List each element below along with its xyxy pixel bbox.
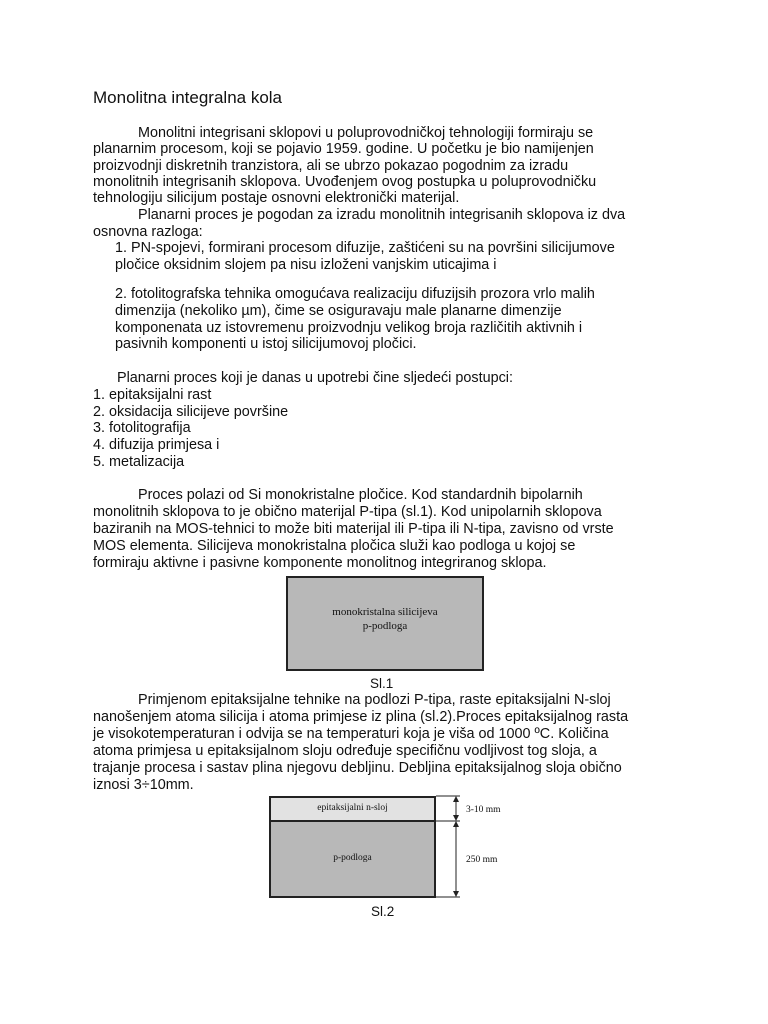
reason-2-line-1: 2. fotolitografska tehnika omogućava realizaciju difuzijsih prozora vrlo malih — [115, 286, 595, 302]
paragraph-4-line-5: formiraju aktivne i pasivne komponente monolitnog integriranog sklopa. — [93, 555, 547, 571]
paragraph-4-line-4: MOS elementa. Silicijeva monokristalna pločica služi kao podloga u kojoj se — [93, 538, 576, 554]
step-item-3: 3. fotolitografija — [93, 420, 191, 436]
step-item-4: 4. difuzija primjesa i — [93, 437, 220, 453]
reason-1-line-1: 1. PN-spojevi, formirani procesom difuzije, zaštićeni su na površini silicijumove — [115, 240, 615, 256]
paragraph-4-line-1: Proces polazi od Si monokristalne pločice. Kod standardnih bipolarnih — [138, 487, 583, 503]
paragraph-1-line-2: planarnim procesom, koji se pojavio 1959. godine. U početku je bio namijenjen — [93, 141, 594, 157]
reason-2-line-3: komponenata uz istovremenu proizvodnju velikog broja različitih aktivnih i — [115, 320, 583, 336]
figure-2-epitaxial-label: epitaksijalni n-sloj — [317, 803, 388, 813]
figure-1-caption: Sl.1 — [370, 676, 394, 691]
paragraph-5-line-6: iznosi 3÷10mm. — [93, 777, 194, 793]
reason-2-line-4: pasivnih komponenti u istoj silicijumovoj pločici. — [115, 336, 417, 352]
paragraph-1-line-1: Monolitni integrisani sklopovi u poluprovodničkoj tehnologiji formiraju se — [138, 125, 594, 141]
step-item-2: 2. oksidacija silicijeve površine — [93, 404, 289, 420]
paragraph-1-line-3: proizvodnji diskretnih tranzistora, ali se ubrzo pokazao pogodnim za izradu — [93, 158, 569, 174]
paragraph-1-line-5: tehnologiju silicijum postaje osnovni elektronički materijal. — [93, 190, 460, 206]
figure-2-caption: Sl.2 — [371, 904, 395, 919]
figure-2-substrate-label: p-podloga — [333, 853, 372, 863]
figure-1-label-line-1: monokristalna silicijeva — [332, 606, 438, 618]
paragraph-2-line-1: Planarni proces je pogodan za izradu monolitnih integrisanih sklopova iz dva — [138, 207, 626, 223]
reason-1-line-2: pločice oksidnim slojem pa nisu izloženi vanjskim uticajima i — [115, 257, 497, 273]
paragraph-5-line-2: nanošenjem atoma silicija i atoma primjese iz plina (sl.2).Proces epitaksijalnog rasta — [93, 709, 629, 725]
paragraph-2-line-2: osnovna razloga: — [93, 224, 203, 240]
step-item-5: 5. metalizacija — [93, 454, 185, 470]
paragraph-1-line-4: monolitnih integrisanih sklopova. Uvođenjem ovog postupka u poluprovodničku — [93, 174, 597, 190]
step-item-1: 1. epitaksijalni rast — [93, 387, 212, 403]
paragraph-3: Planarni proces koji je danas u upotrebi čine sljedeći postupci: — [117, 370, 513, 386]
paragraph-4-line-2: monolitnih sklopova to je obično materijal P-tipa (sl.1). Kod unipolarnih sklopova — [93, 504, 602, 520]
paragraph-5-line-3: je visokotemperaturan i odvija se na temperaturi koja je viša od 1000 ºC. Količina — [93, 726, 609, 742]
figure-2-dimension-bottom: 250 mm — [466, 855, 498, 865]
paragraph-5-line-4: atoma primjesa u epitaksijalnom sloju određuje specifičnu vodljivost tog sloja, a — [93, 743, 597, 759]
paragraph-4-line-3: baziranih na MOS-tehnici to može biti materijal ili P-tipa ili N-tipa, zavisno od vrste — [93, 521, 614, 537]
document-title: Monolitna integralna kola — [93, 88, 283, 107]
figure-1-label-line-2: p-podloga — [362, 620, 408, 632]
figure-2-dimension-top: 3-10 mm — [466, 805, 501, 815]
paragraph-5-line-5: trajanje procesa i sastav plina njegovu debljinu. Debljina epitaksijalnog sloja obično — [93, 760, 622, 776]
paragraph-5-line-1: Primjenom epitaksijalne tehnike na podlozi P-tipa, raste epitaksijalni N-sloj — [138, 692, 611, 708]
reason-2-line-2: dimenzija (nekoliko µm), čime se osiguravaju male planarne dimenzije — [115, 303, 562, 319]
